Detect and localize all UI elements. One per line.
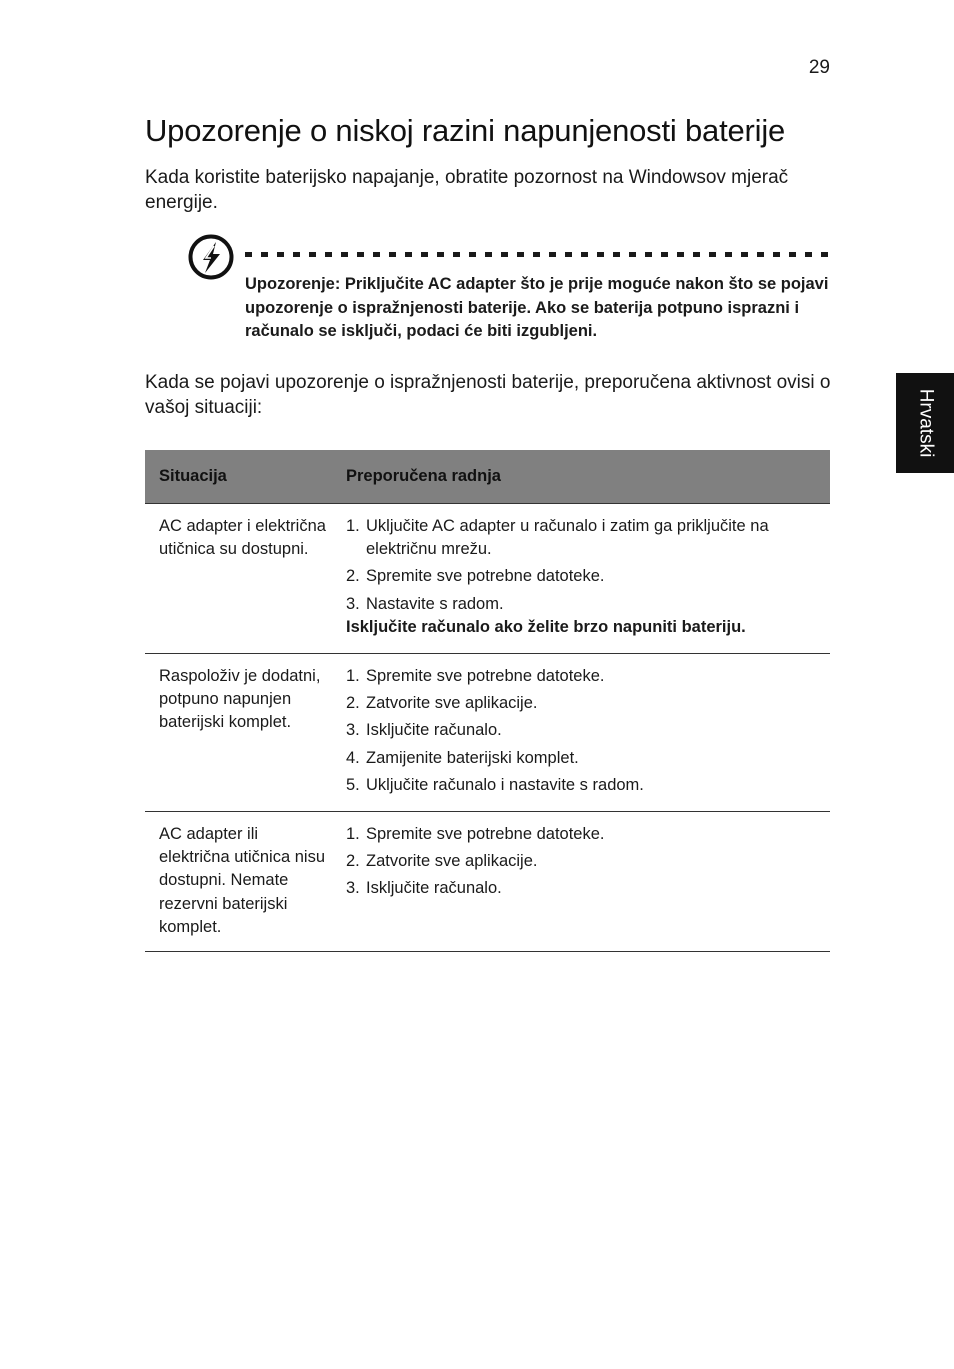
page-number: 29 xyxy=(808,57,830,78)
step-text: Zamijenite baterijski komplet. xyxy=(366,748,579,767)
step-number: 1. xyxy=(346,667,360,686)
step-text: Zatvorite sve aplikacije. xyxy=(366,852,538,871)
situation-cell: Raspoloživ je dodatni, potpuno napunjen baterijski komplet. xyxy=(145,654,331,812)
warning-dashed-divider xyxy=(245,252,830,257)
step-item xyxy=(346,692,820,715)
step-number: 3. xyxy=(346,594,360,613)
step-item xyxy=(346,774,820,797)
steps-cell xyxy=(331,654,830,812)
step-text: Zatvorite sve aplikacije. xyxy=(366,694,538,713)
step-item xyxy=(346,665,820,688)
step-number: 2. xyxy=(346,852,360,871)
table-row xyxy=(145,504,830,654)
lightning-warning-icon xyxy=(187,233,235,281)
step-item xyxy=(346,747,820,770)
step-number: 1. xyxy=(346,517,360,535)
step-number: 3. xyxy=(346,721,360,740)
table-header-row xyxy=(145,450,830,504)
step-item xyxy=(346,850,820,873)
step-item xyxy=(346,719,820,742)
steps-cell xyxy=(331,812,830,952)
step-number: 1. xyxy=(346,825,360,844)
step-text: Spremite sve potrebne datoteke. xyxy=(366,567,605,586)
situation-cell: AC adapter ili električna utičnica nisu dostupni. Nemate rezervni baterijski komplet. xyxy=(145,812,331,952)
step-item xyxy=(346,565,820,588)
step-note: Isključite računalo ako želite brzo napuniti bateriju. xyxy=(346,617,746,636)
step-number: 2. xyxy=(346,694,360,713)
step-text: Isključite računalo. xyxy=(366,879,502,898)
page-title: Upozorenje o niskoj razini napunjenosti baterije xyxy=(145,113,786,148)
language-tab-label: Hrvatski xyxy=(915,388,936,458)
battery-action-table xyxy=(145,450,830,952)
step-number: 2. xyxy=(346,567,360,586)
recommendation-paragraph: Kada se pojavi upozorenje o ispražnjenosti baterije, preporučena aktivnost ovisi o vašoj situaciji: xyxy=(145,372,831,418)
step-text: Nastavite s radom. xyxy=(366,594,504,613)
step-text: Uključite računalo i nastavite s radom. xyxy=(366,775,644,794)
step-text: Spremite sve potrebne datoteke. xyxy=(366,825,605,844)
steps-cell xyxy=(331,504,830,654)
step-item xyxy=(346,593,820,616)
intro-paragraph: Kada koristite baterijsko napajanje, obratite pozornost na Windowsov mjerač energije. xyxy=(145,167,789,213)
step-text: Isključite računalo. xyxy=(366,721,502,740)
step-number: 4. xyxy=(346,748,360,767)
warning-text: Upozorenje: Priključite AC adapter što je prije moguće nakon što se pojavi upozorenje o ispražnjenosti baterije. Ako se baterija potpuno isprazni i računalo se isključi, podaci će biti izgubljeni. xyxy=(245,275,829,340)
step-item xyxy=(346,823,820,846)
header-situation: Situacija xyxy=(145,450,331,504)
language-tab xyxy=(896,373,954,473)
situation-cell: AC adapter i električna utičnica su dostupni. xyxy=(145,504,331,654)
step-number: 5. xyxy=(346,775,360,794)
step-text: Spremite sve potrebne datoteke. xyxy=(366,667,605,686)
table-row xyxy=(145,654,830,812)
step-item xyxy=(346,877,820,900)
step-text: Uključite AC adapter u računalo i zatim ga priključite na električnu mrežu. xyxy=(366,517,769,559)
step-item xyxy=(346,515,820,561)
step-number: 3. xyxy=(346,879,360,898)
table-row xyxy=(145,812,830,952)
header-recommended-action: Preporučena radnja xyxy=(331,450,830,504)
